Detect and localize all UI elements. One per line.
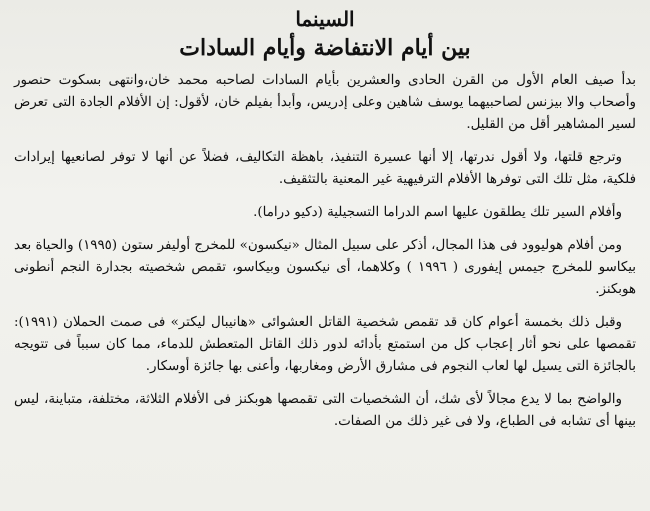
paragraph-1: بدأ صيف العام الأول من القرن الحادى والعشرين بأيام السادات لصاحبه محمد خان،وانتهى بسكوت حنصور وأصحاب والا بيزنس لصاحبيهما يوسف شاهين وعلى إدريس، وأبدأ بفيلم خان، لأقول: إن الأفلام الجادة التى تعرض لسير المشاهير أقل من القليل. <box>14 73 636 132</box>
paragraph-2: وترجع قلتها، ولا أقول ندرتها، إلا أنها عسيرة التنفيذ، باهظة التكاليف، فضلاً عن أنها لا توفر لصانعيها إيرادات فلكية، مثل تلك التى توفرها الأفلام الترفيهية غير المعنية بالتثقيف. <box>14 150 636 187</box>
paragraph-4: ومن أفلام هوليوود فى هذا المجال، أذكر على سبيل المثال «نيكسون» للمخرج أوليفر ستون (١٩٩٥) والحياة بعد بيكاسو للمخرج جيمس إيفورى ( ١٩٩٦ ) وكلاهما، أى نيكسون وبيكاسو، تقمص شخصيته بجدارة النجم أنطونى هوبكنز. <box>14 238 636 297</box>
article-title: السينما <box>295 7 355 31</box>
paragraph-6: والواضح بما لا يدع مجالاً لأى شك، أن الشخصيات التى تقمصها هوبكنز فى الأفلام الثلاثة، مختلفة، متباينة، ليس بينها أى تشابه فى الطباع، ولا فى غير ذلك من الصفات. <box>14 392 636 429</box>
paragraph-5: وقبل ذلك بخمسة أعوام كان قد تقمص شخصية القاتل العشوائى «هانيبال ليكتر» فى صمت الحملان (١٩٩١): تقمصها على نحو أثار إعجاب كل من استمتع بأدائه لدور ذلك القاتل المتعطش للدماء، مما كان سبباً فى تتويجه بالجائزة التى يسيل لها لعاب النجوم فى مشارق الأرض ومغاربها، وأعنى بها جائزة أوسكار. <box>14 315 636 374</box>
article-subtitle: بين أيام الانتفاضة وأيام السادات <box>179 35 471 61</box>
paragraph-3: وأفلام السير تلك يطلقون عليها اسم الدراما التسجيلية (دكيو دراما). <box>253 205 622 220</box>
